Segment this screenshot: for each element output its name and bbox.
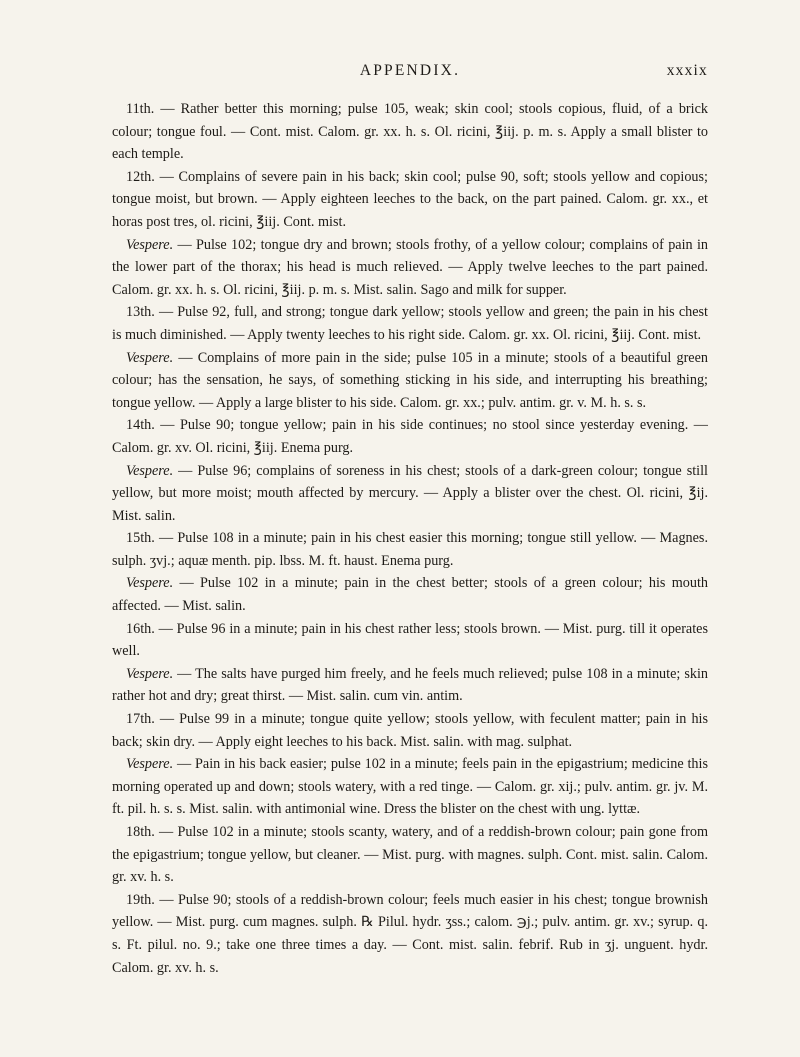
entry-date: 17th. bbox=[126, 711, 155, 728]
entry-date: Vespere. bbox=[126, 575, 174, 592]
entry-18th bbox=[112, 821, 708, 889]
entry-17th bbox=[112, 708, 708, 753]
entry-text: — Pulse 102 in a minute; stools scanty, watery, and of a reddish-brown colour; pain gone from the epigastrium; tongue yellow, but cleaner. — Mist. purg. with magnes. sulph. Cont. mist. salin. Calom. gr. xv. h. s. bbox=[112, 824, 708, 886]
page-number: xxxix bbox=[666, 62, 708, 79]
entry-17th-evening bbox=[112, 753, 708, 821]
entry-text: — Pain in his back easier; pulse 102 in a minute; feels pain in the epigastrium; medicine this morning operated up and down; stools watery, with a red tinge. — Calom. gr. xij.; pulv. antim. gr. jv. M. ft. pil. h. s. s. Mist. salin. with antimonial wine. Dress the blister on the chest with ung. lyttæ. bbox=[112, 756, 708, 818]
entry-text: — Pulse 108 in a minute; pain in his chest easier this morning; tongue still yellow. — Magnes. sulph. ʒvj.; aquæ menth. pip. lbss. M. ft. haust. Enema purg. bbox=[112, 530, 708, 569]
entry-16th bbox=[112, 618, 708, 663]
entry-text: — Complains of severe pain in his back; skin cool; pulse 90, soft; stools yellow and copious; tongue moist, but brown. — Apply eighteen leeches to the back, on the part pained. Calom. gr. xx., et horas post tres, ol. ricini, ℥iij. Cont. mist. bbox=[112, 168, 708, 230]
entry-15th bbox=[112, 527, 708, 572]
entry-date: Vespere. bbox=[126, 236, 174, 253]
entry-date: 14th. bbox=[126, 417, 155, 434]
case-notes bbox=[112, 98, 708, 979]
running-head bbox=[112, 62, 708, 84]
entry-date: 16th. bbox=[126, 620, 155, 637]
entry-date: Vespere. bbox=[126, 665, 174, 682]
entry-text: — Pulse 90; stools of a reddish-brown colour; feels much easier in his chest; tongue brownish yellow. — Mist. purg. cum magnes. sulph. ℞ Pilul. hydr. ʒss.; calom. ℈j.; pulv. antim. gr. xv.; syrup. q. s. Ft. pilul. no. 9.; take one three times a day. — Cont. mist. salin. febrif. Rub in ʒj. unguent. hydr. Calom. gr. xv. h. s. bbox=[112, 891, 708, 976]
entry-12th bbox=[112, 166, 708, 234]
entry-13th bbox=[112, 301, 708, 346]
entry-text: — Rather better this morning; pulse 105, weak; skin cool; stools copious, fluid, of a brick colour; tongue foul. — Cont. mist. Calom. gr. xx. h. s. Ol. ricini, ℥iij. p. m. s. Apply a small blister to each temple. bbox=[112, 101, 708, 163]
entry-text: — Pulse 92, full, and strong; tongue dark yellow; stools yellow and green; the pain in his chest is much diminished. — Apply twenty leeches to his right side. Calom. gr. xx. Ol. ricini, ℥iij. Cont. mist. bbox=[112, 304, 708, 343]
entry-date: 13th. bbox=[126, 304, 155, 321]
entry-14th-evening bbox=[112, 460, 708, 528]
entry-text: — Pulse 102; tongue dry and brown; stools frothy, of a yellow colour; complains of pain in the lower part of the thorax; his head is much relieved. — Apply twelve leeches to the part pained. Calom. gr. xx. h. s. Ol. ricini, ℥iij. p. m. s. Mist. salin. Sago and milk for supper. bbox=[112, 236, 708, 298]
entry-text: — Pulse 99 in a minute; tongue quite yellow; stools yellow, with feculent matter; pain in his back; skin dry. — Apply eight leeches to his back. Mist. salin. with mag. sulphat. bbox=[112, 711, 708, 750]
entry-19th bbox=[112, 889, 708, 979]
entry-date: 18th. bbox=[126, 824, 155, 840]
entry-date: Vespere. bbox=[126, 756, 174, 773]
entry-date: Vespere. bbox=[126, 462, 174, 479]
entry-text: — The salts have purged him freely, and he feels much relieved; pulse 108 in a minute; skin rather hot and dry; great thirst. — Mist. salin. cum vin. antim. bbox=[112, 665, 708, 705]
entry-16th-evening bbox=[112, 663, 708, 708]
entry-date: 15th. bbox=[126, 530, 155, 547]
entry-text: — Pulse 102 in a minute; pain in the chest better; stools of a green colour; his mouth affected. — Mist. salin. bbox=[112, 575, 708, 615]
entry-text: — Pulse 96; complains of soreness in his chest; stools of a dark-green colour; tongue still yellow, but more moist; mouth affected by mercury. — Apply a blister over the chest. Ol. ricini, ℥ij. Mist. salin. bbox=[112, 462, 708, 524]
entry-text: — Pulse 90; tongue yellow; pain in his side continues; no stool since yesterday evening. — Calom. gr. xv. Ol. ricini, ℥iij. Enema purg. bbox=[112, 417, 708, 456]
entry-15th-evening bbox=[112, 572, 708, 617]
entry-text: — Complains of more pain in the side; pulse 105 in a minute; stools of a beautiful green colour; has the sensation, he says, of something sticking in his side, and interrupting his breathing; tongue yellow. — Apply a large blister to his side. Calom. gr. xx.; pulv. antim. gr. v. M. h. s. s. bbox=[112, 349, 708, 411]
entry-13th-evening bbox=[112, 347, 708, 415]
entry-14th bbox=[112, 414, 708, 459]
entry-date: 19th. bbox=[126, 891, 155, 908]
entry-11th bbox=[112, 98, 708, 166]
entry-text: — Pulse 96 in a minute; pain in his chest rather less; stools brown. — Mist. purg. till it operates well. bbox=[112, 620, 708, 660]
entry-date: 11th. bbox=[126, 101, 155, 117]
page-title: APPENDIX. bbox=[359, 62, 461, 79]
entry-date: Vespere. bbox=[126, 349, 174, 366]
entry-12th-evening bbox=[112, 234, 708, 302]
entry-date: 12th. bbox=[126, 168, 155, 185]
